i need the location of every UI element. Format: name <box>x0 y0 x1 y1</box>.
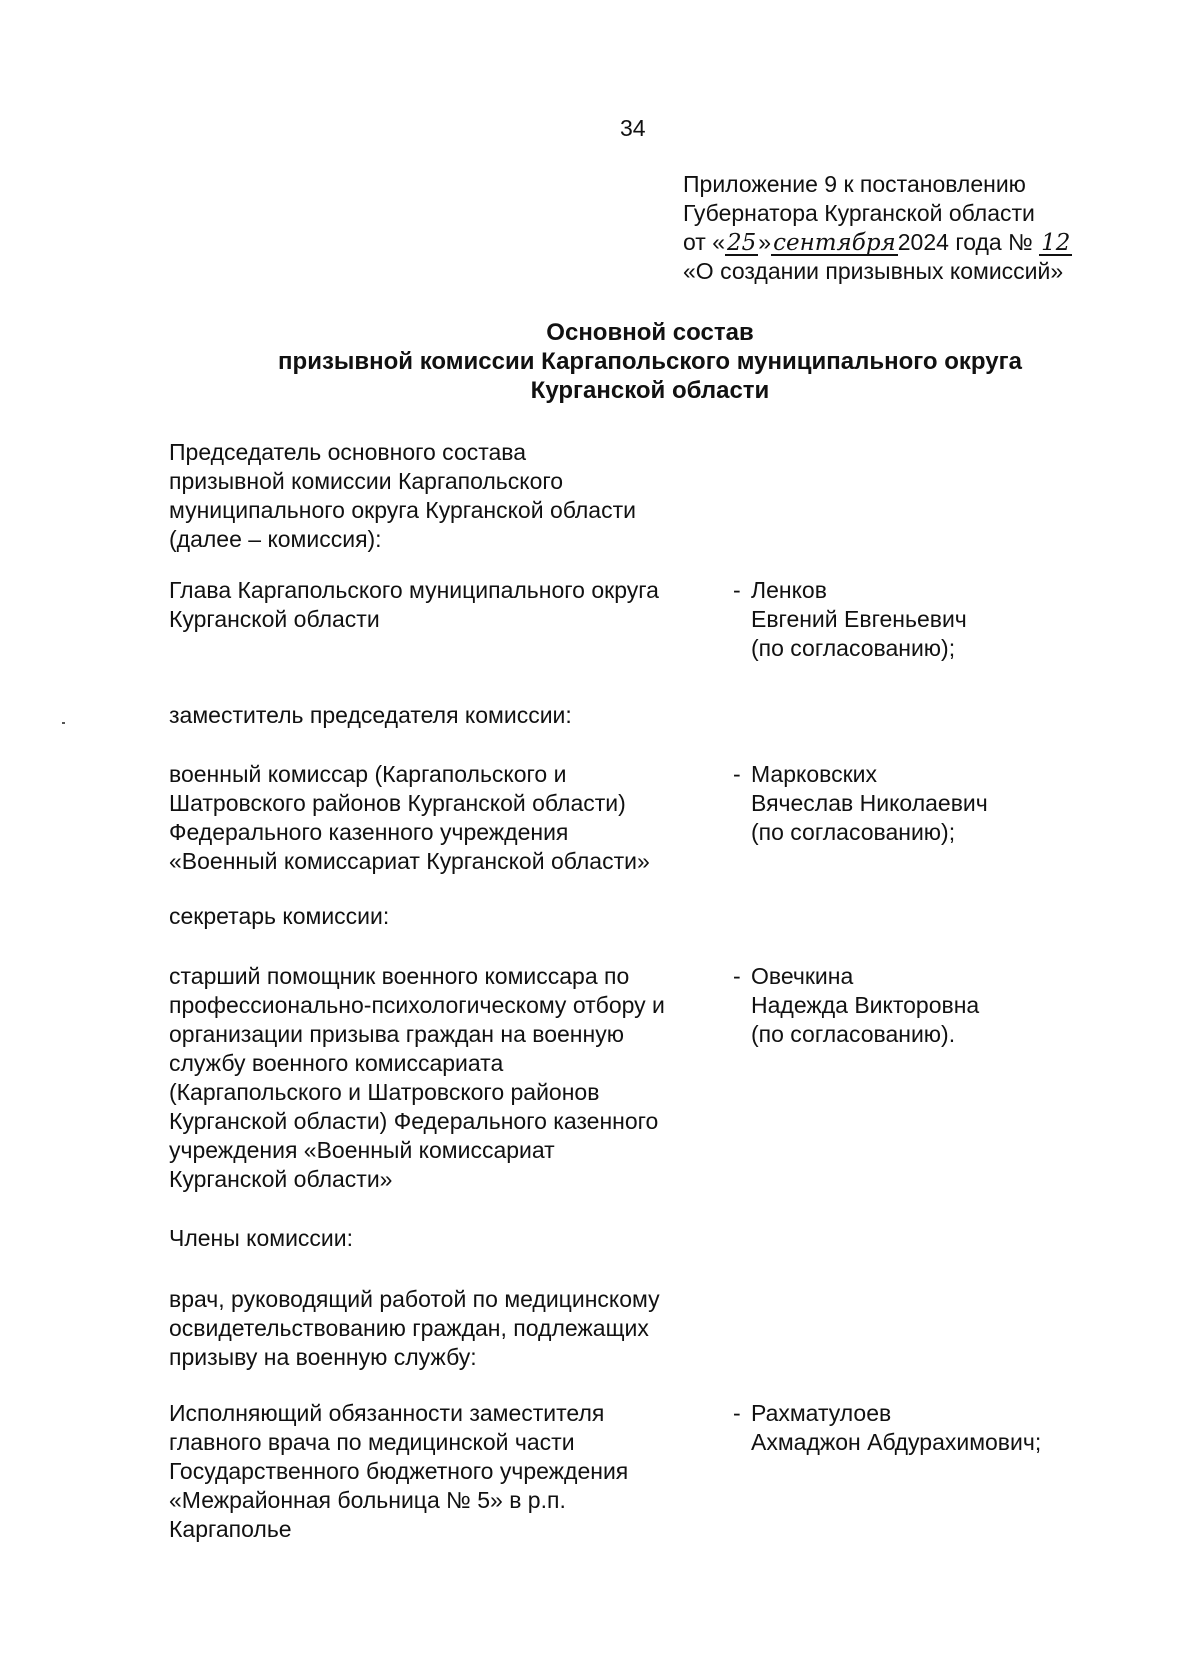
title-line-3: Курганской области <box>530 377 770 404</box>
doctor-role: Исполняющий обязанности заместителя главного врача по медицинской части Государственного бюджетного учреждения «Межрайонная больница № 5» в р.п. Каргаполье <box>169 1400 629 1542</box>
secretary-role: старший помощник военного комиссара по профессионально-психологическому отбору и организации призыва граждан на военную службу военного комиссариата (Каргапольского и Шатровского районов Курганской области) Федерального казенного учреждения «Военный комиссариат Курганской области» <box>169 963 665 1192</box>
date-year: 2024 года № <box>897 229 1033 255</box>
handwritten-day: 25 <box>727 230 757 256</box>
deputy-header: заместитель председателя комиссии: <box>169 702 572 728</box>
members-header: Члены комиссии: <box>169 1225 354 1251</box>
deputy-dash: - <box>733 761 741 787</box>
doctor-person: Рахматулоев Ахмаджон Абдурахимович; <box>751 1400 1042 1455</box>
secretary-person: Овечкина Надежда Викторовна (по согласованию). <box>751 963 980 1047</box>
chairman-dash: - <box>733 577 741 603</box>
secretary-header: секретарь комиссии: <box>169 903 390 929</box>
page-number: 34 <box>620 115 646 141</box>
secretary-dash: - <box>733 963 741 989</box>
appendix-date-line <box>683 228 1183 257</box>
appendix-line-4: «О создании призывных комиссий» <box>683 258 1064 284</box>
appendix-header <box>683 170 1183 286</box>
document-title <box>150 318 1150 405</box>
title-line-1: Основной состав <box>546 319 754 346</box>
appendix-line-1: Приложение 9 к постановлению <box>683 171 1026 197</box>
deputy-role: военный комиссар (Каргапольского и Шатровского районов Курганской области) Федерального казенного учреждения «Военный комиссариат Курганской области» <box>169 761 650 874</box>
title-line-2: призывной комиссии Каргапольского муниципального округа <box>278 348 1022 375</box>
doctor-entry <box>169 1399 1179 1544</box>
chairman-header: Председатель основного состава призывной комиссии Каргапольского муниципального округа Курганской области (далее – комиссия): <box>169 439 636 552</box>
date-mid: » <box>758 229 772 255</box>
doctor-dash: - <box>733 1400 741 1426</box>
chairman-role: Глава Каргапольского муниципального округа Курганской области <box>169 577 659 632</box>
deputy-person: Марковских Вячеслав Николаевич (по согласованию); <box>751 761 988 845</box>
doctor-header: врач, руководящий работой по медицинскому освидетельствованию граждан, подлежащих призыву на военную службу: <box>169 1286 660 1370</box>
handwritten-month: сентября <box>773 230 896 256</box>
secretary-entry <box>169 962 1179 1194</box>
appendix-line-2: Губернатора Курганской области <box>683 200 1035 226</box>
chairman-person: Ленков Евгений Евгеньевич (по согласованию); <box>751 577 967 661</box>
handwritten-number: 12 <box>1041 230 1071 256</box>
scan-speck <box>62 722 65 724</box>
chairman-entry <box>169 576 1179 663</box>
date-prefix: от « <box>683 229 726 255</box>
deputy-entry <box>169 760 1179 876</box>
